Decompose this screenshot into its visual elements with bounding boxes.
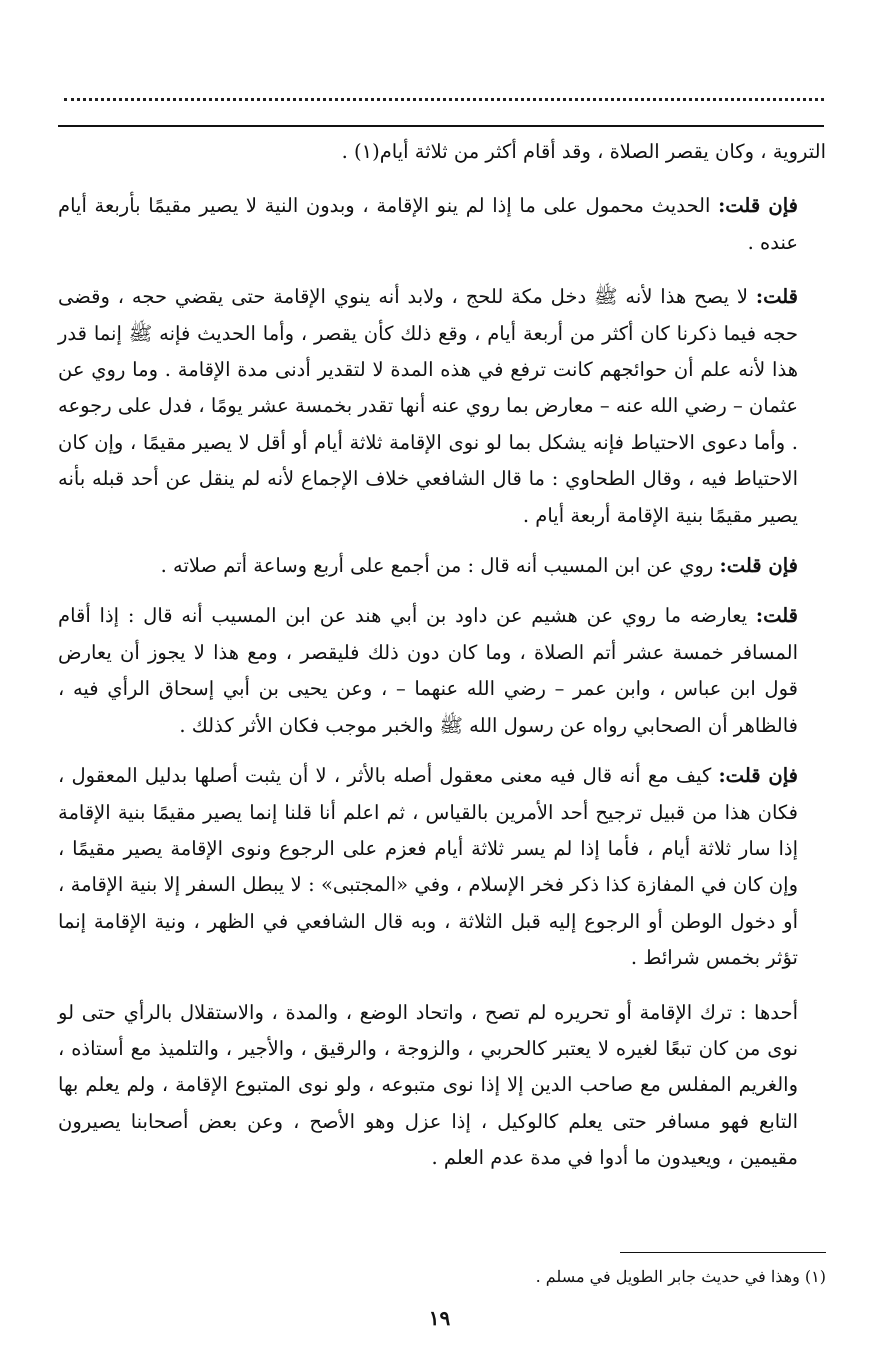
footnote: (١) وهذا في حديث جابر الطويل في مسلم . [535, 1267, 826, 1286]
header-rule [58, 125, 824, 127]
paragraph-5: قلت: يعارضه ما روي عن هشيم عن داود بن أبي هند عن ابن المسيب أنه قال : إذا أقام المسافر خمسة عشر أتم الصلاة ، وما كان دون ذلك فليقصر ، ومع هذا لا يجوز أن يعارض قول ابن عباس ، وابن عمر – رضي الله عنهما – ، وعن يحيى بن أبي إسحاق الرأي فيه ، فالظاهر أن الصحابي رواه عن رسول الله ﷺ والخبر موجب فكان الأثر كذلك . [58, 604, 798, 737]
paragraph-3: قلت: لا يصح هذا لأنه ﷺ دخل مكة للحج ، ولابد أنه ينوي الإقامة حتى يقضي حجه ، وقضى حجه فيما ذكرنا كان أكثر من أربعة أيام ، وقع ذلك كأن يقصر ، وأما الحديث فإنه ﷺ إنما قدر هذا لأنه علم أن حوائجهم كانت ترفع في هذه المدة لا لتقدير أدنى مدة الإقامة . وما روي عن عثمان – رضي الله عنه – معارض بما روي عنه أنها تقدر بخمسة عشر يومًا ، فدل على رجوعه . وأما دعوى الاحتياط فإنه يشكل بما لو نوى الإقامة ثلاثة أيام أو أقل لا يصير مقيمًا ، وإن كان الاحتياط فيه ، وقال الطحاوي : ما قال الشافعي خلاف الإجماع لأنه لم ينقل عن أحد قبله بأنه يصير مقيمًا بنية الإقامة أربعة أيام . [58, 285, 798, 527]
page-number: ١٩ [428, 1306, 451, 1330]
body-text [58, 134, 826, 1177]
header-dotted-line [64, 84, 824, 101]
paragraph-7: أحدها : ترك الإقامة أو تحريره لم تصح ، واتحاد الوضع ، والمدة ، والاستقلال بالرأي حتى لو نوى من كان تبعًا لغيره لا يعتبر كالحربي ، والزوجة ، والرقيق ، والأجير ، والتلميذ مع أستاذه ، والغريم المفلس مع صاحب الدين إلا إذا نوى متبوعه ، ولو نوى المتبوع الإقامة ، ولم يعلم بها التابع فهو مسافر حتى يعلم كالوكيل ، إذا عزل وهو الأصح ، وعن بعض أصحابنا يصيرون مقيمين ، ويعيدون ما أدوا في مدة عدم العلم . [58, 1000, 798, 1170]
paragraph-1: التروية ، وكان يقصر الصلاة ، وقد أقام أكثر من ثلاثة أيام(١) . [341, 140, 826, 163]
footnote-rule [620, 1252, 826, 1253]
paragraph-2: فإن قلت: الحديث محمول على ما إذا لم ينو الإقامة ، وبدون النية لا يصير مقيمًا بأربعة أيام عنده . [58, 194, 799, 254]
paragraph-4: فإن قلت: روي عن ابن المسيب أنه قال : من أجمع على أربع وساعة أتم صلاته . [160, 554, 798, 578]
paragraph-6: فإن قلت: كيف مع أنه قال فيه معنى معقول أصله بالأثر ، لا أن يثبت أصلها بدليل المعقول ، فكان هذا من قبيل ترجيح أحد الأمرين بالقياس ، ثم اعلم أنا قلنا إنما يصير مقيمًا بنية الإقامة إذا سار ثلاثة أيام ، فأما إذا لم يسر ثلاثة أيام فعزم على الرجوع ونوى الإقامة يصير مقيمًا ، وإن كان في المفازة كذا ذكر فخر الإسلام ، وفي «المجتبى» : لا يبطل السفر إلا بنية الإقامة ، أو دخول الوطن أو الرجوع إليه قبل الثلاثة ، وبه قال الشافعي في الظهر ، ونية الإقامة إنما تؤثر بخمس شرائط . [58, 764, 798, 970]
